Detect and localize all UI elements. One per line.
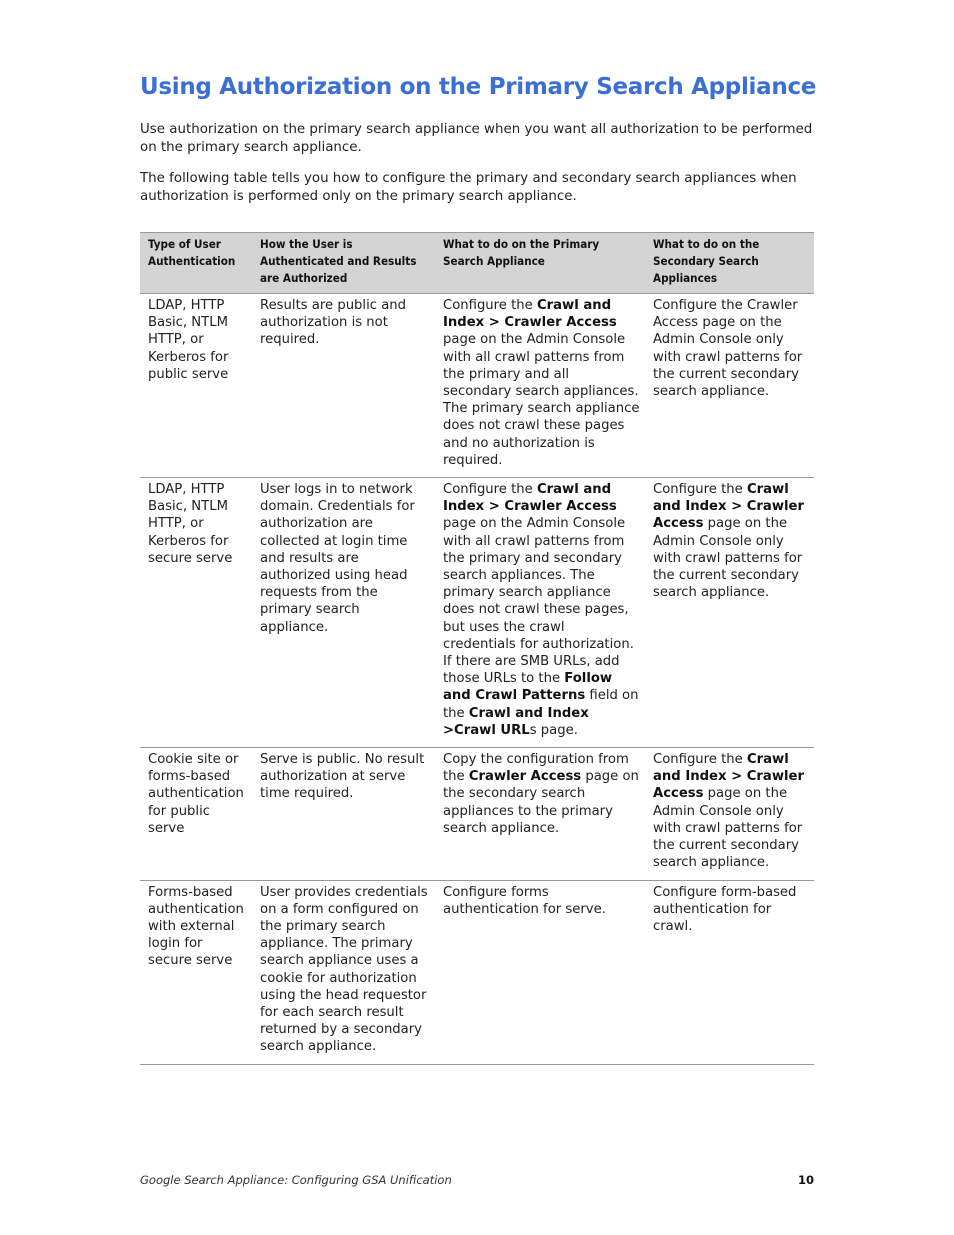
cell-text: Configure the [443, 298, 537, 313]
cell-text: page on the Admin Console with all crawl patterns from the primary and secondary search appliances. The primary search appliance does not crawl these pages, but uses the crawl credentials for authorization. If there are SMB URLs, add those URLs to the [443, 516, 634, 687]
cell-text: Configure the [443, 482, 537, 498]
cell-primary-action [435, 294, 645, 478]
footer-document-title: Google Search Appliance: Configuring GSA Unification [140, 1173, 452, 1187]
cell-auth-type: Forms-based authentication with external login for secure serve [140, 880, 252, 1064]
ui-path-text: Crawl and Index > Crawler Access [653, 482, 804, 532]
header-user-authentication-type: Type of User Authentication [140, 233, 252, 294]
ui-path-text: Crawler Access [468, 769, 582, 785]
cell-text: Configure the [653, 752, 747, 768]
cell-auth-type: Cookie site or forms-based authentication for public serve [140, 748, 252, 880]
header-how-authenticated: How the User is Authenticated and Results are Authorized [252, 233, 435, 294]
cell-secondary-action [645, 748, 814, 880]
cell-primary-action [435, 748, 645, 880]
table-row [140, 748, 814, 880]
cell-text: Configure form-based authentication for crawl. [653, 884, 797, 934]
authorization-table [140, 232, 814, 1065]
table-header [140, 233, 814, 294]
cell-secondary-action [645, 880, 814, 1064]
cell-text: Configure the [653, 482, 747, 498]
cell-text: s page. [529, 722, 578, 738]
cell-primary-action [435, 478, 645, 748]
header-secondary-action: What to do on the Secondary Search Appliances [645, 233, 814, 294]
table-row [140, 294, 814, 478]
ui-path-text: Follow and Crawl Patterns [443, 671, 613, 704]
cell-how-authenticated: User logs in to network domain. Credentials for authorization are collected at login time and results are authorized using head requests from the primary search appliance. [252, 478, 435, 748]
table-row [140, 478, 814, 748]
table-header-row [140, 233, 814, 294]
cell-secondary-action [645, 294, 814, 478]
cell-text: Configure the Crawler Access page on the Admin Console only with crawl patterns for the current secondary search appliance. [653, 298, 803, 400]
cell-text: Copy the configuration from the [443, 752, 629, 785]
header-primary-action: What to do on the Primary Search Appliance [435, 233, 645, 294]
cell-text: page on the Admin Console with all crawl patterns from the primary and all secondary search appliances. The primary search appliance does not crawl these pages and no authorization is required. [443, 332, 640, 468]
ui-path-text: Crawl and Index > Crawler Access [443, 482, 617, 515]
cell-how-authenticated: Serve is public. No result authorization at serve time required. [252, 748, 435, 880]
cell-how-authenticated: User provides credentials on a form configured on the primary search appliance. The primary search appliance uses a cookie for authorization using the head requestor for each search result returned by a secondary search appliance. [252, 880, 435, 1064]
cell-text: page on the Admin Console only with crawl patterns for the current secondary search appliance. [653, 786, 803, 871]
cell-text: Configure forms authentication for serve. [443, 884, 606, 917]
cell-text: field on the [443, 688, 639, 721]
cell-text: page on the secondary search appliances to the primary search appliance. [443, 769, 639, 836]
table-intro-paragraph: The following table tells you how to configure the primary and secondary search appliances when authorization is performed only on the primary search appliance. [140, 171, 797, 204]
cell-how-authenticated: Results are public and authorization is not required. [252, 294, 435, 478]
cell-auth-type: LDAP, HTTP Basic, NTLM HTTP, or Kerberos for public serve [140, 294, 252, 478]
cell-auth-type: LDAP, HTTP Basic, NTLM HTTP, or Kerberos for secure serve [140, 478, 252, 748]
intro-paragraph: Use authorization on the primary search appliance when you want all authorization to be performed on the primary search appliance. [140, 122, 813, 155]
cell-secondary-action [645, 478, 814, 748]
cell-text: page on the Admin Console only with crawl patterns for the current secondary search appliance. [653, 516, 803, 601]
ui-path-text: Crawl and Index > Crawler Access [653, 752, 804, 802]
cell-primary-action [435, 880, 645, 1064]
table-row [140, 880, 814, 1064]
table-body [140, 294, 814, 1065]
ui-path-text: Crawl and Index >Crawl URL [443, 705, 589, 738]
page-title: Using Authorization on the Primary Search Appliance [140, 74, 817, 100]
footer-page-number: 10 [797, 1173, 814, 1187]
ui-path-text: Crawl and Index > Crawler Access [443, 298, 617, 331]
